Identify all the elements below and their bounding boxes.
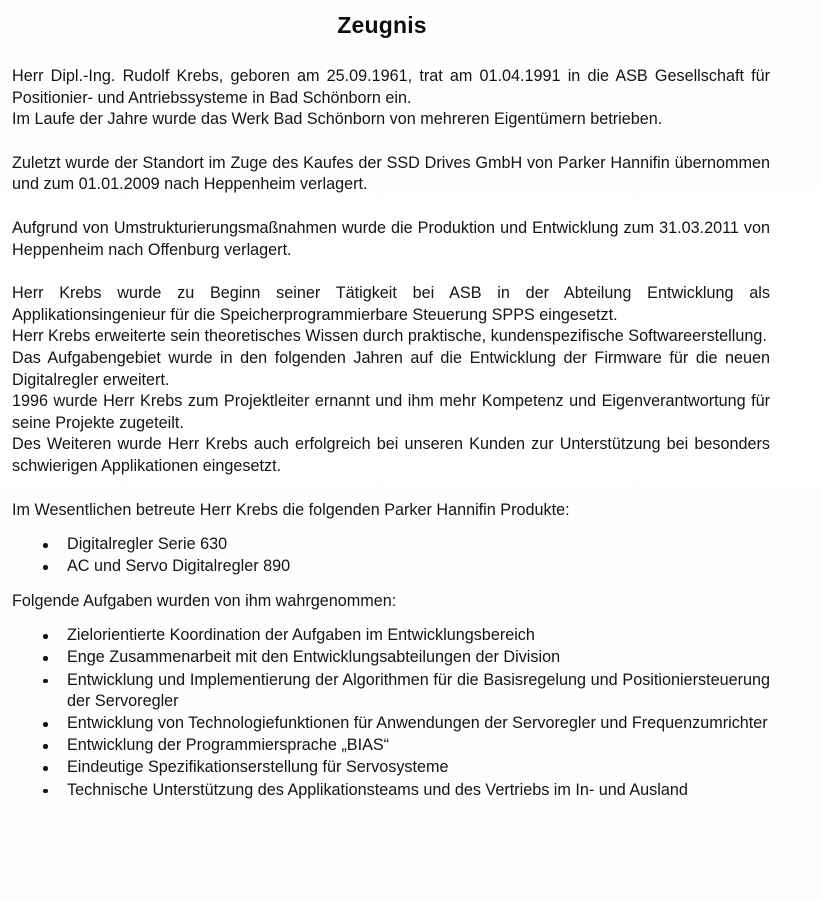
spacer-3 [12,261,770,283]
list-item: AC und Servo Digitalregler 890 [12,556,770,578]
paragraph-career-4: 1996 wurde Herr Krebs zum Projektleiter ernannt und ihm mehr Kompetenz und Eigenverantwortung für seine Projekte zugeteilt. [12,392,770,432]
spacer-6 [12,578,770,591]
spacer-5 [12,521,770,534]
spacer-4 [12,478,770,500]
paragraph-career-5: Des Weiteren wurde Herr Krebs auch erfolgreich bei unseren Kunden zur Unterstützung bei besonders schwierigen Applikationen eingesetzt. [12,435,770,475]
paragraph-intro-line-2: Im Laufe der Jahre wurde das Werk Bad Schönborn von mehreren Eigentümern betrieben. [12,110,663,129]
document-body [12,0,770,801]
list-item: Entwicklung der Programmiersprache „BIAS“ [12,735,770,757]
paragraph-career-3: Das Aufgabengebiet wurde in den folgenden Jahren auf die Entwicklung der Firmware für die neuen Digitalregler erweitert. [12,348,770,389]
paragraph-intro-line-1: Herr Dipl.-Ing. Rudolf Krebs, geboren am 25.09.1961, trat am 01.04.1991 in die ASB Gesellschaft für Positionier- und Antriebssysteme in Bad Schönborn ein. [12,67,770,107]
list-item: Eindeutige Spezifikationserstellung für Servosysteme [12,757,770,779]
spacer-7 [12,612,770,625]
list-item: Technische Unterstützung des Applikationsteams und des Vertriebs im In- und Ausland [12,780,770,802]
paragraph-career-2: Herr Krebs erweiterte sein theoretisches Wissen durch praktische, kundenspezifische Softwareerstellung. [12,327,767,346]
list-item: Digitalregler Serie 630 [12,534,770,556]
products-list [12,534,770,578]
paragraph-career-1: Herr Krebs wurde zu Beginn seiner Tätigkeit bei ASB in der Abteilung Entwicklung als Applikationsingenieur für die Speicherprogrammierbare Steuerung SPPS eingesetzt. [12,284,770,324]
spacer-1 [12,131,770,153]
tasks-intro: Folgende Aufgaben wurden von ihm wahrgenommen: [12,591,397,610]
spacer-after-title [12,39,770,66]
paragraph-restructuring: Aufgrund von Umstrukturierungsmaßnahmen wurde die Produktion und Entwicklung zum 31.03.2011 von Heppenheim nach Offenburg verlagert. [12,218,770,259]
tasks-list [12,625,770,801]
list-item: Entwicklung von Technologiefunktionen für Anwendungen der Servoregler und Frequenzumrichter [12,713,770,735]
list-item: Entwicklung und Implementierung der Algorithmen für die Basisregelung und Positioniersteuerung der Servoregler [12,670,770,713]
list-item: Zielorientierte Koordination der Aufgaben im Entwicklungsbereich [12,625,770,647]
list-item: Enge Zusammenarbeit mit den Entwicklungsabteilungen der Division [12,647,770,669]
page-title: Zeugnis [337,12,427,38]
paragraph-acquisition: Zuletzt wurde der Standort im Zuge des Kaufes der SSD Drives GmbH von Parker Hannifin übernommen und zum 01.01.2009 nach Heppenheim verlagert. [12,153,770,194]
products-intro: Im Wesentlichen betreute Herr Krebs die folgenden Parker Hannifin Produkte: [12,500,570,519]
spacer-2 [12,196,770,218]
